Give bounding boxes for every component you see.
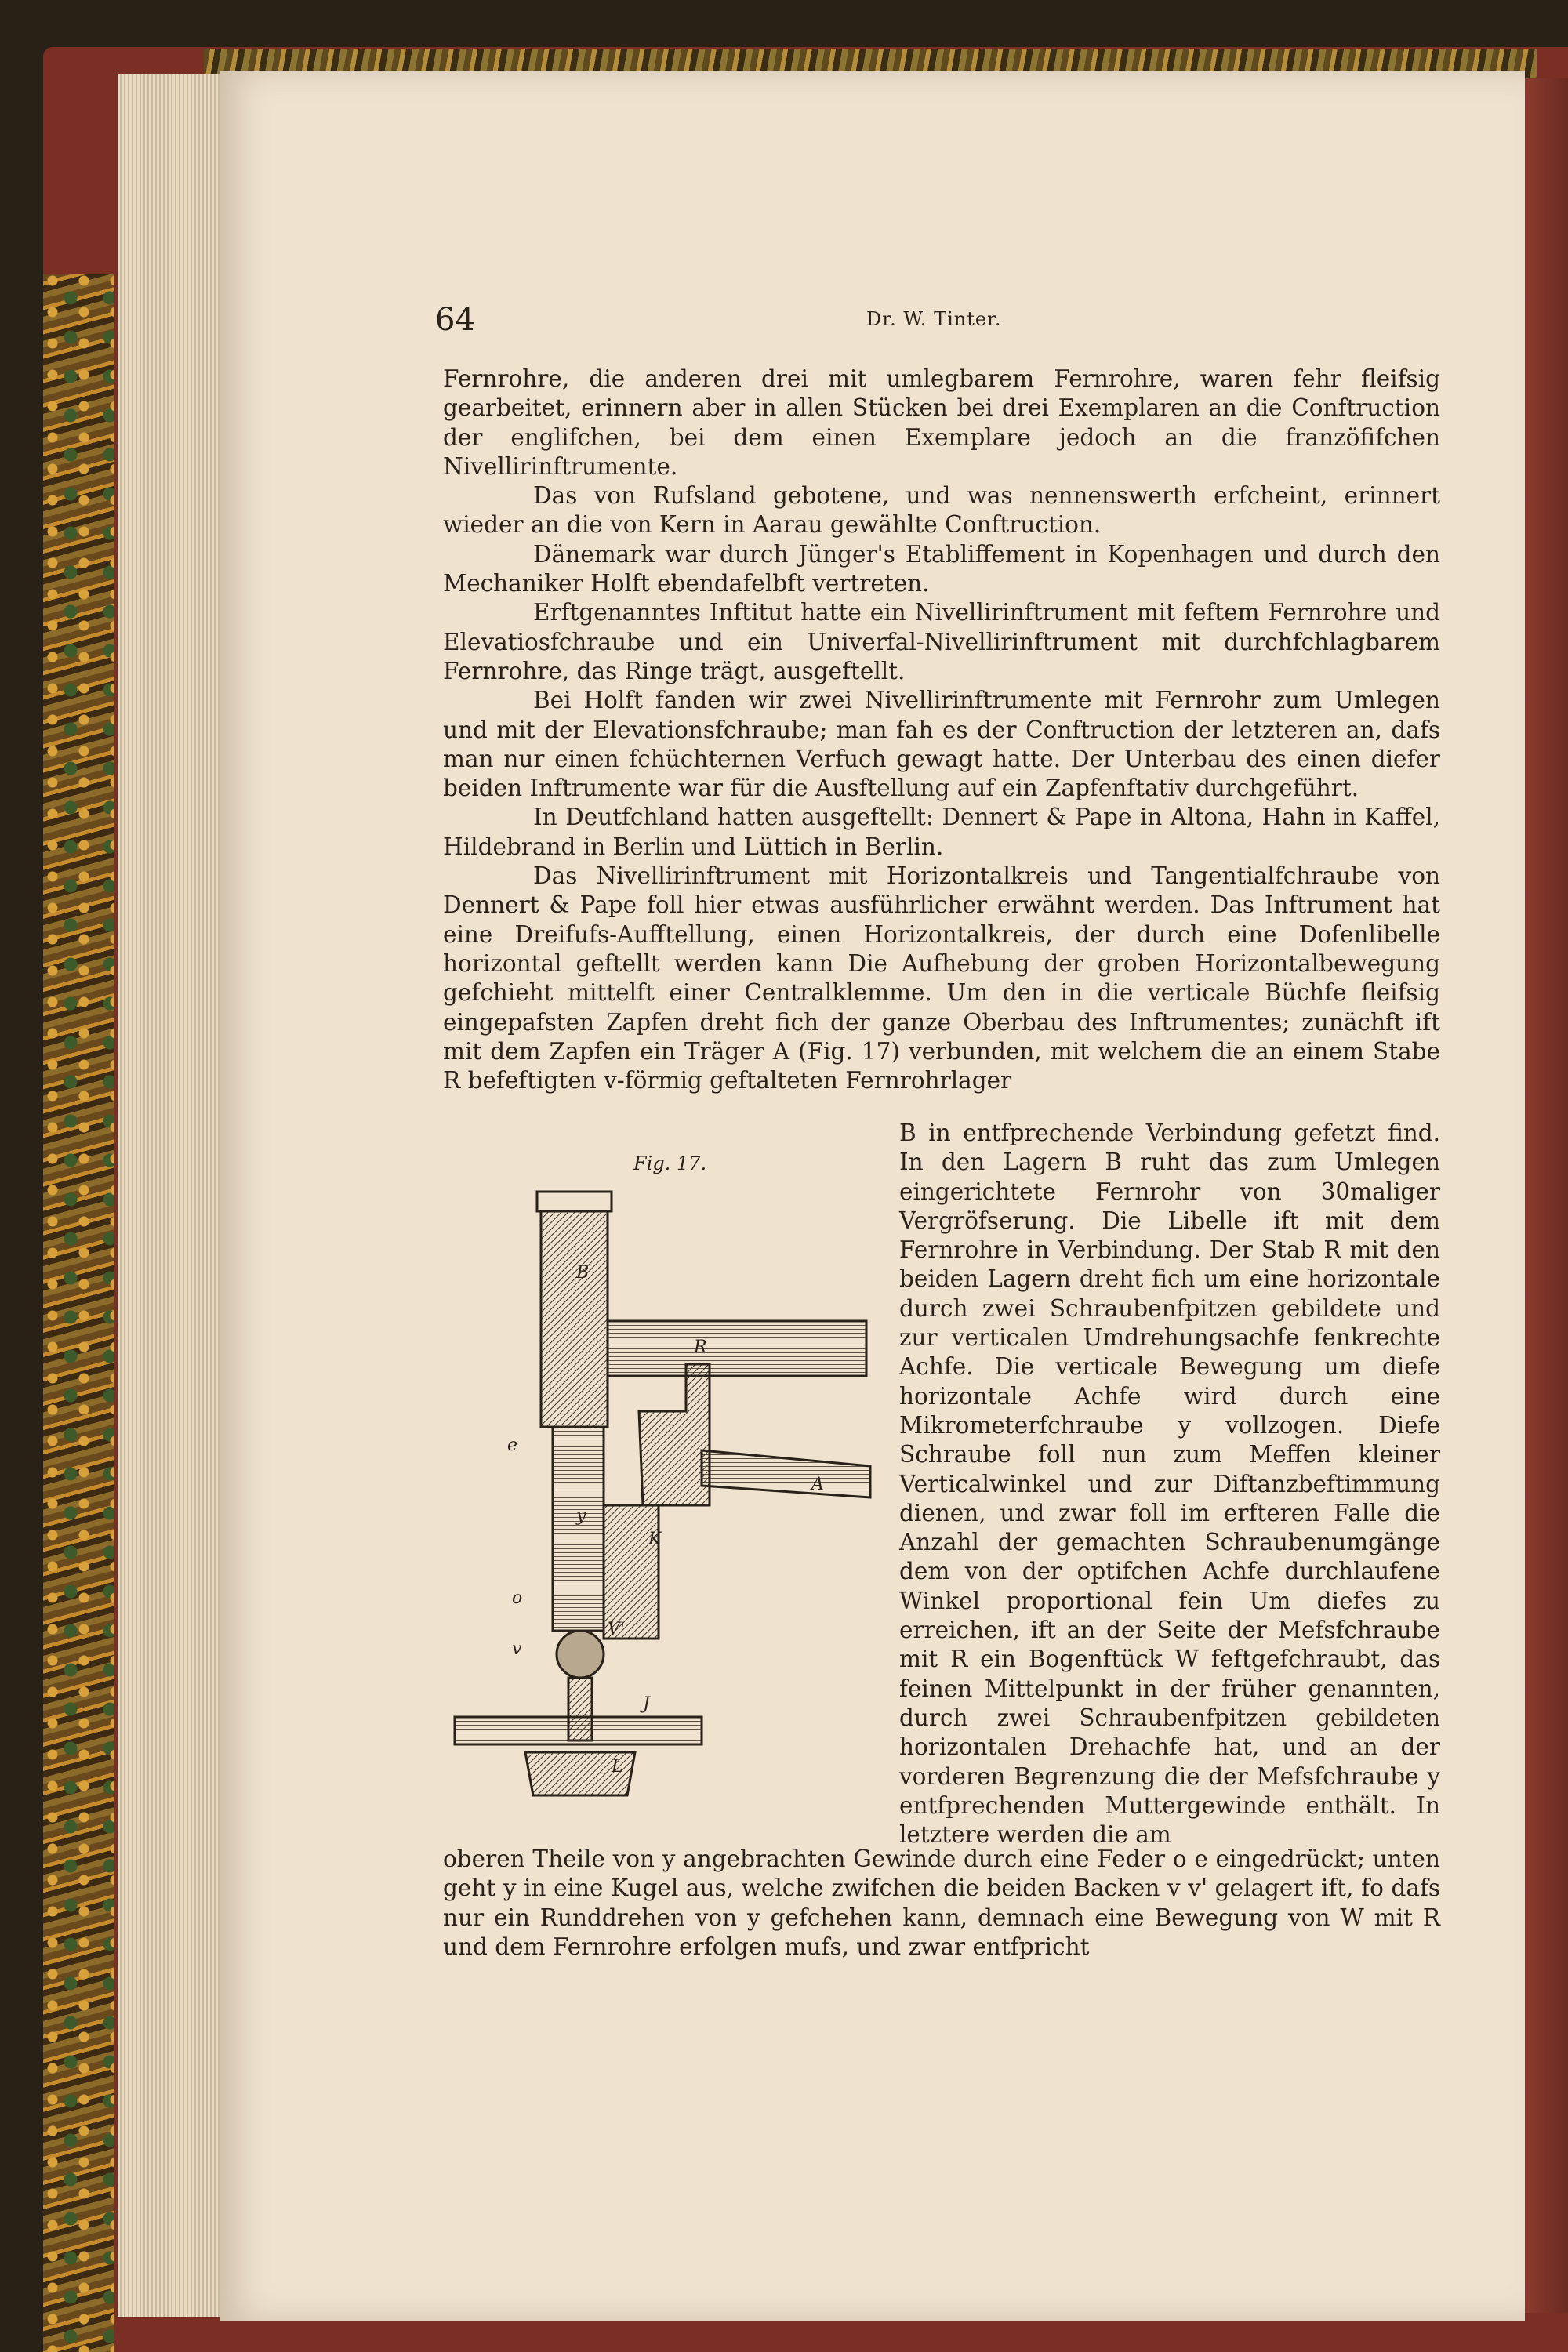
fig-label-B: B <box>576 1263 590 1283</box>
carrier-A <box>702 1450 870 1497</box>
fig-label-v-prime: V' <box>608 1620 625 1639</box>
paragraph: Erftgenanntes Inftitut hatte ein Nivellirinftrument mit feftem Fernrohre und Elevatiosfchraube und ein Univerfal-Nivellirinftrument mit durchfchlagbarem Fernrohre, das Ringe trägt, ausgeftellt. <box>443 599 1440 684</box>
fig-label-R: R <box>694 1338 707 1357</box>
fig-label-v: v <box>512 1639 522 1659</box>
figure-caption: Fig. 17. <box>633 1152 707 1174</box>
figure-17-illustration <box>451 1176 890 1827</box>
fig-label-K: K <box>648 1530 662 1549</box>
bracket-K <box>639 1364 710 1505</box>
body-text-column: B in entfprechende Verbindung gefetzt find. In den Lagern B ruht das zum Umlegen eingerichtete Fernrohr von 30maliger Vergröfserung. Die Libelle ift mit dem Fernrohre in Verbindung. Der Stab R mit den beiden Lagern dreht fich um eine horizontale durch zwei Schraubenfpitzen gebildete und zur verticalen Umdrehungsachfe fenkrechte Achfe. Die verticale Bewegung um diefe horizontale Achfe wird durch eine Mikrometerfchraube y vollzogen. Diefe Schraube foll nun zum Meffen kleiner Verticalwinkel und zur Diftanzbeftimmung dienen, und zwar foll im erfteren Falle die Anzahl der gemachten Schraubenumgänge dem von der optifchen Achfe durchlaufene Winkel proportional fein Um diefes zu erreichen, ift an der Seite der Mefsfchraube mit R ein Bogenftück W feftgefchraubt, das feinen Mittelpunkt in der früher genannten, durch zwei Schraubenfpitzen gebildeten horizontalen Drehachfe hat, und an der vorderen Begrenzung die der Mefsfchraube y entfprechenden Muttergewinde enthält. In letztere werden die am <box>899 1120 1440 1849</box>
paragraph: Das Nivellirinftrument mit Horizontalkreis und Tangentialfchraube von Dennert & Pape foll hier etwas ausführlicher erwähnt werden. Das Inftrument hat eine Dreifufs-Aufftellung, einen Horizontalkreis, der durch eine Dofenlibelle horizontal geftellt werden kann Die Aufhebung der groben Horizontalbewegung gefchieht mittelft einer Centralklemme. Um den in die verticale Büchfe fleifsig eingepafsten Zapfen dreht fich der ganze Oberbau des Inftrumentes; zunächft ift mit dem Zapfen ein Träger A (Fig. 17) verbunden, mit welchem die an einem Stabe R befeftigten v-förmig geftalteten Fernrohrlager <box>443 862 1440 1094</box>
fig-label-e: e <box>507 1436 518 1455</box>
page-stack-edge <box>118 74 227 2317</box>
fig-label-L: L <box>612 1757 623 1777</box>
running-head: Dr. W. Tinter. <box>866 308 1002 330</box>
paragraph: Das von Rufsland gebotene, und was nennenswerth erfcheint, erinnert wieder an die von Kern in Aarau gewählte Conftruction. <box>443 482 1440 539</box>
paragraph: In Deutfchland hatten ausgeftellt: Dennert & Pape in Altona, Hahn in Kaffel, Hildebrand in Berlin und Lüttich in Berlin. <box>443 804 1440 860</box>
body-text-top <box>443 365 1440 1095</box>
body-text-bottom: oberen Theile von y angebrachten Gewinde durch eine Feder o e eingedrückt; unten geht y in eine Kugel aus, welche zwifchen die beiden Backen v v' gelagert ift, fo dafs nur ein Runddrehen von y gefchehen kann, demnach eine Bewegung von W mit R und dem Fernrohre erfolgen mufs, und zwar entfpricht <box>443 1846 1440 1960</box>
fig-label-o: o <box>512 1588 523 1608</box>
lower-block <box>604 1505 659 1639</box>
fig-label-J: J <box>643 1694 650 1714</box>
paragraph: Dänemark war durch Jünger's Etabliffement in Kopenhagen und durch den Mechaniker Holft ebendafelbft vertreten. <box>443 540 1440 597</box>
screw-y <box>553 1427 604 1740</box>
marbled-edge <box>43 274 114 2352</box>
paragraph: Fernrohre, die anderen drei mit umlegbarem Fernrohre, waren fehr fleifsig gearbeitet, erinnern aber in allen Stücken bei drei Exemplaren an die Conftruction der englifchen, bei dem einen Exemplare jedoch an die franzöfifchen Nivellirinftrumente. <box>443 365 1440 480</box>
circle-J <box>455 1717 702 1744</box>
frame-part-B <box>537 1192 612 1427</box>
rod-R <box>608 1321 866 1376</box>
fig-label-A: A <box>811 1475 824 1494</box>
fig-label-y: y <box>576 1506 586 1526</box>
paragraph: Bei Holft fanden wir zwei Nivellirinftrumente mit Fernrohr zum Umlegen und mit der Elevationsfchraube; man fah es der Conftruction der letzteren an, dafs man nur einen fchüchternen Verfuch gewagt hatte. Der Unterbau des einen diefer beiden Inftrumente war für die Ausftellung auf ein Zapfenftativ durchgeführt. <box>443 687 1440 802</box>
binding-right-edge <box>1525 78 1568 2313</box>
page-number: 64 <box>435 302 475 338</box>
